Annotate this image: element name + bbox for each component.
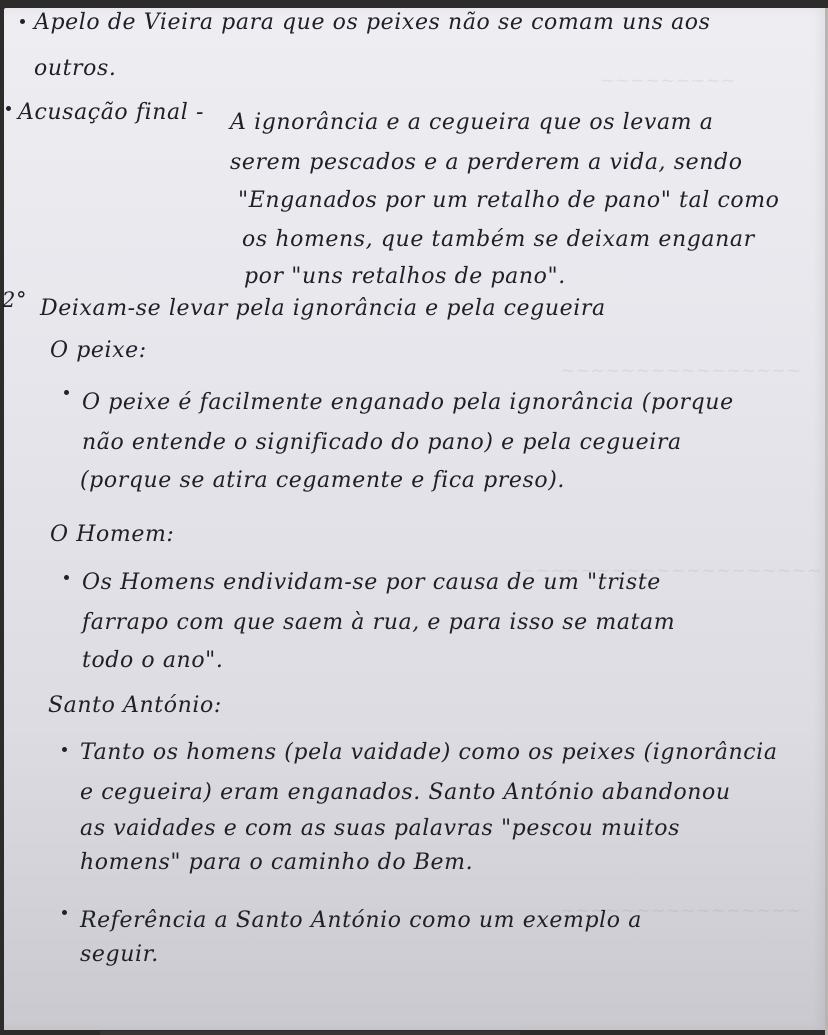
acusacao-line-5: por "uns retalhos de pano". [244,264,566,289]
bullet-santo-antonio-2 [62,910,67,915]
santo-antonio-p2-line-2: seguir. [80,942,159,967]
peixe-line-1: O peixe é facilmente enganado pela ignorância (porque [82,390,734,415]
bullet-acusacao [6,106,11,111]
homem-line-3: todo o ano". [82,648,224,673]
apelo-line-2: outros. [34,56,117,81]
bullet-santo-antonio-1 [62,747,67,752]
section-2-heading: Deixam-se levar pela ignorância e pela cegueira [40,296,606,321]
peixe-heading: O peixe: [50,338,147,363]
santo-antonio-heading: Santo António: [48,693,222,718]
peixe-line-3: (porque se atira cegamente e fica preso). [80,468,566,493]
apelo-line-1: Apelo de Vieira para que os peixes não se comam uns aos [34,10,711,35]
bullet-homem [64,575,69,580]
homem-line-2: farrapo com que saem à rua, e para isso se matam [82,610,676,635]
acusacao-line-3: "Enganados por um retalho de pano" tal como [238,188,780,213]
homem-heading: O Homem: [50,522,175,547]
acusacao-line-1: A ignorância e a cegueira que os levam a [230,110,714,135]
bullet-peixe [64,390,69,395]
acusacao-line-2: serem pescados e a perderem a vida, sendo [230,150,743,175]
acusacao-label: Acusação final - [18,100,204,125]
section-number: 2° [2,288,28,312]
santo-antonio-p1-line-3: as vaidades e com as suas palavras "pescou muitos [80,816,681,841]
santo-antonio-p1-line-1: Tanto os homens (pela vaidade) como os peixes (ignorância [80,740,778,765]
bullet-apelo [20,19,25,24]
page-bottom-shadow [100,1031,520,1035]
acusacao-line-4: os homens, que também se deixam enganar [242,227,755,252]
santo-antonio-p1-line-4: homens" para o caminho do Bem. [80,850,474,875]
homem-line-1: Os Homens endividam-se por causa de um "triste [82,570,661,595]
peixe-line-2: não entende o significado do pano) e pela cegueira [82,430,682,455]
santo-antonio-p1-line-2: e cegueira) eram enganados. Santo António abandonou [80,780,731,805]
santo-antonio-p2-line-1: Referência a Santo António como um exemplo a [80,908,642,933]
